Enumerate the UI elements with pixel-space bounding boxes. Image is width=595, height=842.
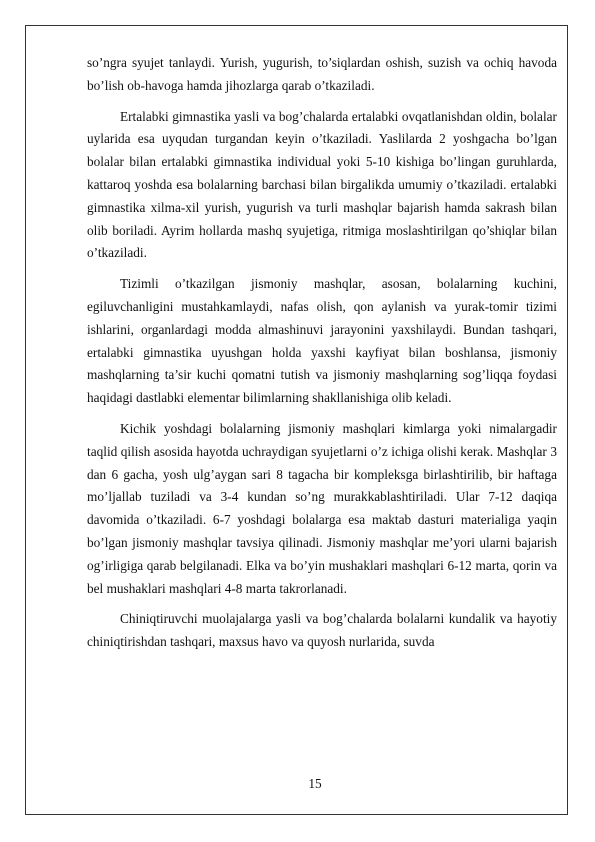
paragraph-3: Tizimli o’tkazilgan jismoniy mashqlar, asosan, bolalarning kuchini, egiluvchanligini mustahkamlaydi, nafas olish, qon aylanish va yurak-tomir tizimi ishlarini, organlardagi modda almashinuvi jarayonini yaxshilaydi. Bundan tashqari, ertalabki gimnastika uyushgan holda yaxshi kayfiyat bilan boshlansa, jismoniy mashqlarning ta’sir kuchi qomatni tutish va jismoniy mashqlarning sog’liqqa foydasi haqidagi dastlabki elementar bilimlarning shakllanishiga olib keladi. <box>87 276 557 406</box>
page-number: 15 <box>308 776 322 791</box>
paragraph-1: so’ngra syujet tanlaydi. Yurish, yugurish, to’siqlardan oshish, suzish va ochiq havoda bo’lish ob-havoga hamda jihozlarga qarab o’tkaziladi. <box>87 55 557 93</box>
paragraph-5: Chiniqtiruvchi muolajalarga yasli va bog’chalarda bolalarni kundalik va hayotiy chiniqtirishdan tashqari, maxsus havo va quyosh nurlarida, suvda <box>87 611 557 650</box>
paragraph-2: Ertalabki gimnastika yasli va bog’chalarda ertalabki ovqatlanishdan oldin, bolalar uylarida esa uyqudan turgandan keyin o’tkaziladi. Yaslilarda 2 yoshgacha bo’lgan bolalar bilan ertalabki gimnastika individual yoki 5-10 kishiga bo’lingan guruhlarda, kattaroq yoshda esa bolalarning barchasi bilan birgalikda umumiy o’tkaziladi. ertalabki gimnastika xilma-xil yurish, yugurish va turli mashqlar bajarish hamda sakrash bilan olib boriladi. Ayrim hollarda mashq syujetiga, ritmiga moslashtirilgan qo’shiqlar bilan o’tkaziladi. <box>87 108 557 261</box>
paragraph-4: Kichik yoshdagi bolalarning jismoniy mashqlari kimlarga yoki nimalargadir taqlid qilish asosida hayotda uchraydigan syujetlarni o’z ichiga olishi kerak. Mashqlar 3 dan 6 gacha, yosh ulg’aygan sari 8 tagacha bir kompleksga birlashtirilib, bir haftaga mo’ljallab tuziladi va 3-4 kundan so’ng murakkablashtiriladi. Ular 7-12 daqiqa davomida o’tkaziladi. 6-7 yoshdagi bolalarga esa maktab dasturi materialiga yaqin bo’lgan jismoniy mashqlar tavsiya qilinadi. Jismoniy mashqlar me’yori ularni bajarish og’irligiga qarab belgilanadi. Elka va bo’yin mushaklari mashqlari 6-12 marta, qorin va bel mushaklari mashqlari 4-8 marta takrorlanadi. <box>87 420 557 596</box>
document-body <box>87 52 557 662</box>
